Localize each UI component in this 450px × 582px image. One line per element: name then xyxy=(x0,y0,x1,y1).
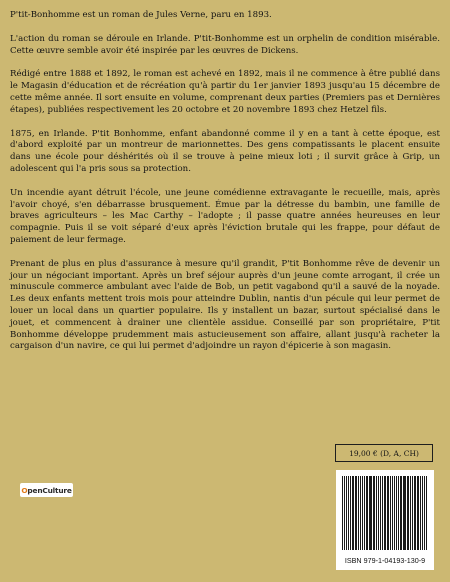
logo-text: penCulture xyxy=(27,485,72,495)
isbn-label: ISBN 979-1-04193-130-9 xyxy=(344,556,426,565)
price-label: 19,00 € (D, A, CH) xyxy=(349,448,419,458)
barcode-icon xyxy=(342,476,428,550)
logo-letter-o: O xyxy=(21,485,28,495)
paragraph-plot-1: 1875, en Irlande. P'tit Bonhomme, enfant abandonné comme il y en a tant à cette époque, est d'abord exploité par un montreur de marionnettes. Des gens compatissants le placent ensuite dans une école pour déshérités où il se trouve à peine mieux loti ; il survit grâce à Grip, un adolescent qui l'a pris sous sa protection. xyxy=(10,128,440,174)
paragraph-intro: P'tit-Bonhomme est un roman de Jules Verne, paru en 1893. xyxy=(10,10,272,20)
back-cover-text xyxy=(10,10,440,365)
paragraph-plot-2: Un incendie ayant détruit l'école, une jeune comédienne extravagante le recueille, mais, après l'avoir choyé, s'en débarrasse brusquement. Émue par la détresse du bambin, une famille de braves agriculteurs – les Mac Carthy – l'adopte ; il passe quatre années heureuses en leur compagnie. Puis il se voit séparé d'eux après l'éviction brutale qui les frappe, pour défaut de paiement de leur fermage. xyxy=(10,187,440,245)
paragraph-setting: L'action du roman se déroule en Irlande. P'tit-Bonhomme est un orphelin de condition misérable. Cette œuvre semble avoir été inspirée par les œuvres de Dickens. xyxy=(10,33,440,56)
barcode-box xyxy=(336,470,434,570)
price-box xyxy=(335,444,433,462)
paragraph-plot-3: Prenant de plus en plus d'assurance à mesure qu'il grandit, P'tit Bonhomme rêve de devenir un jour un négociant important. Après un bref séjour auprès d'un jeune comte arrogant, il crée un minuscule commerce ambulant avec l'aide de Bob, un petit vagabond qu'il a sauvé de la noyade. Les deux enfants mettent trois mois pour atteindre Dublin, nantis d'un pécule qui leur permet de louer un local dans un quartier populaire. Ils y installent un bazar, surtout spécialisé dans le jouet, et commencent à drainer une clientèle assidue. Conseillé par son propriétaire, P'tit Bonhomme développe prudemment mais astucieusement son affaire, allant jusqu'à racheter la cargaison d'un navire, ce qui lui permet d'adjoindre un rayon d'épicerie à son magasin. xyxy=(10,258,440,352)
paragraph-publication: Rédigé entre 1888 et 1892, le roman est achevé en 1892, mais il ne commence à être publié dans le Magasin d'éducation et de récréation qu'à partir du 1er janvier 1893 jusqu'au 15 décembre de cette même année. Il sort ensuite en volume, comprenant deux parties (Premiers pas et Dernières étapes), publiées respectivement les 20 octobre et 20 novembre 1893 chez Hetzel fils. xyxy=(10,69,440,115)
openculture-logo xyxy=(20,483,73,497)
